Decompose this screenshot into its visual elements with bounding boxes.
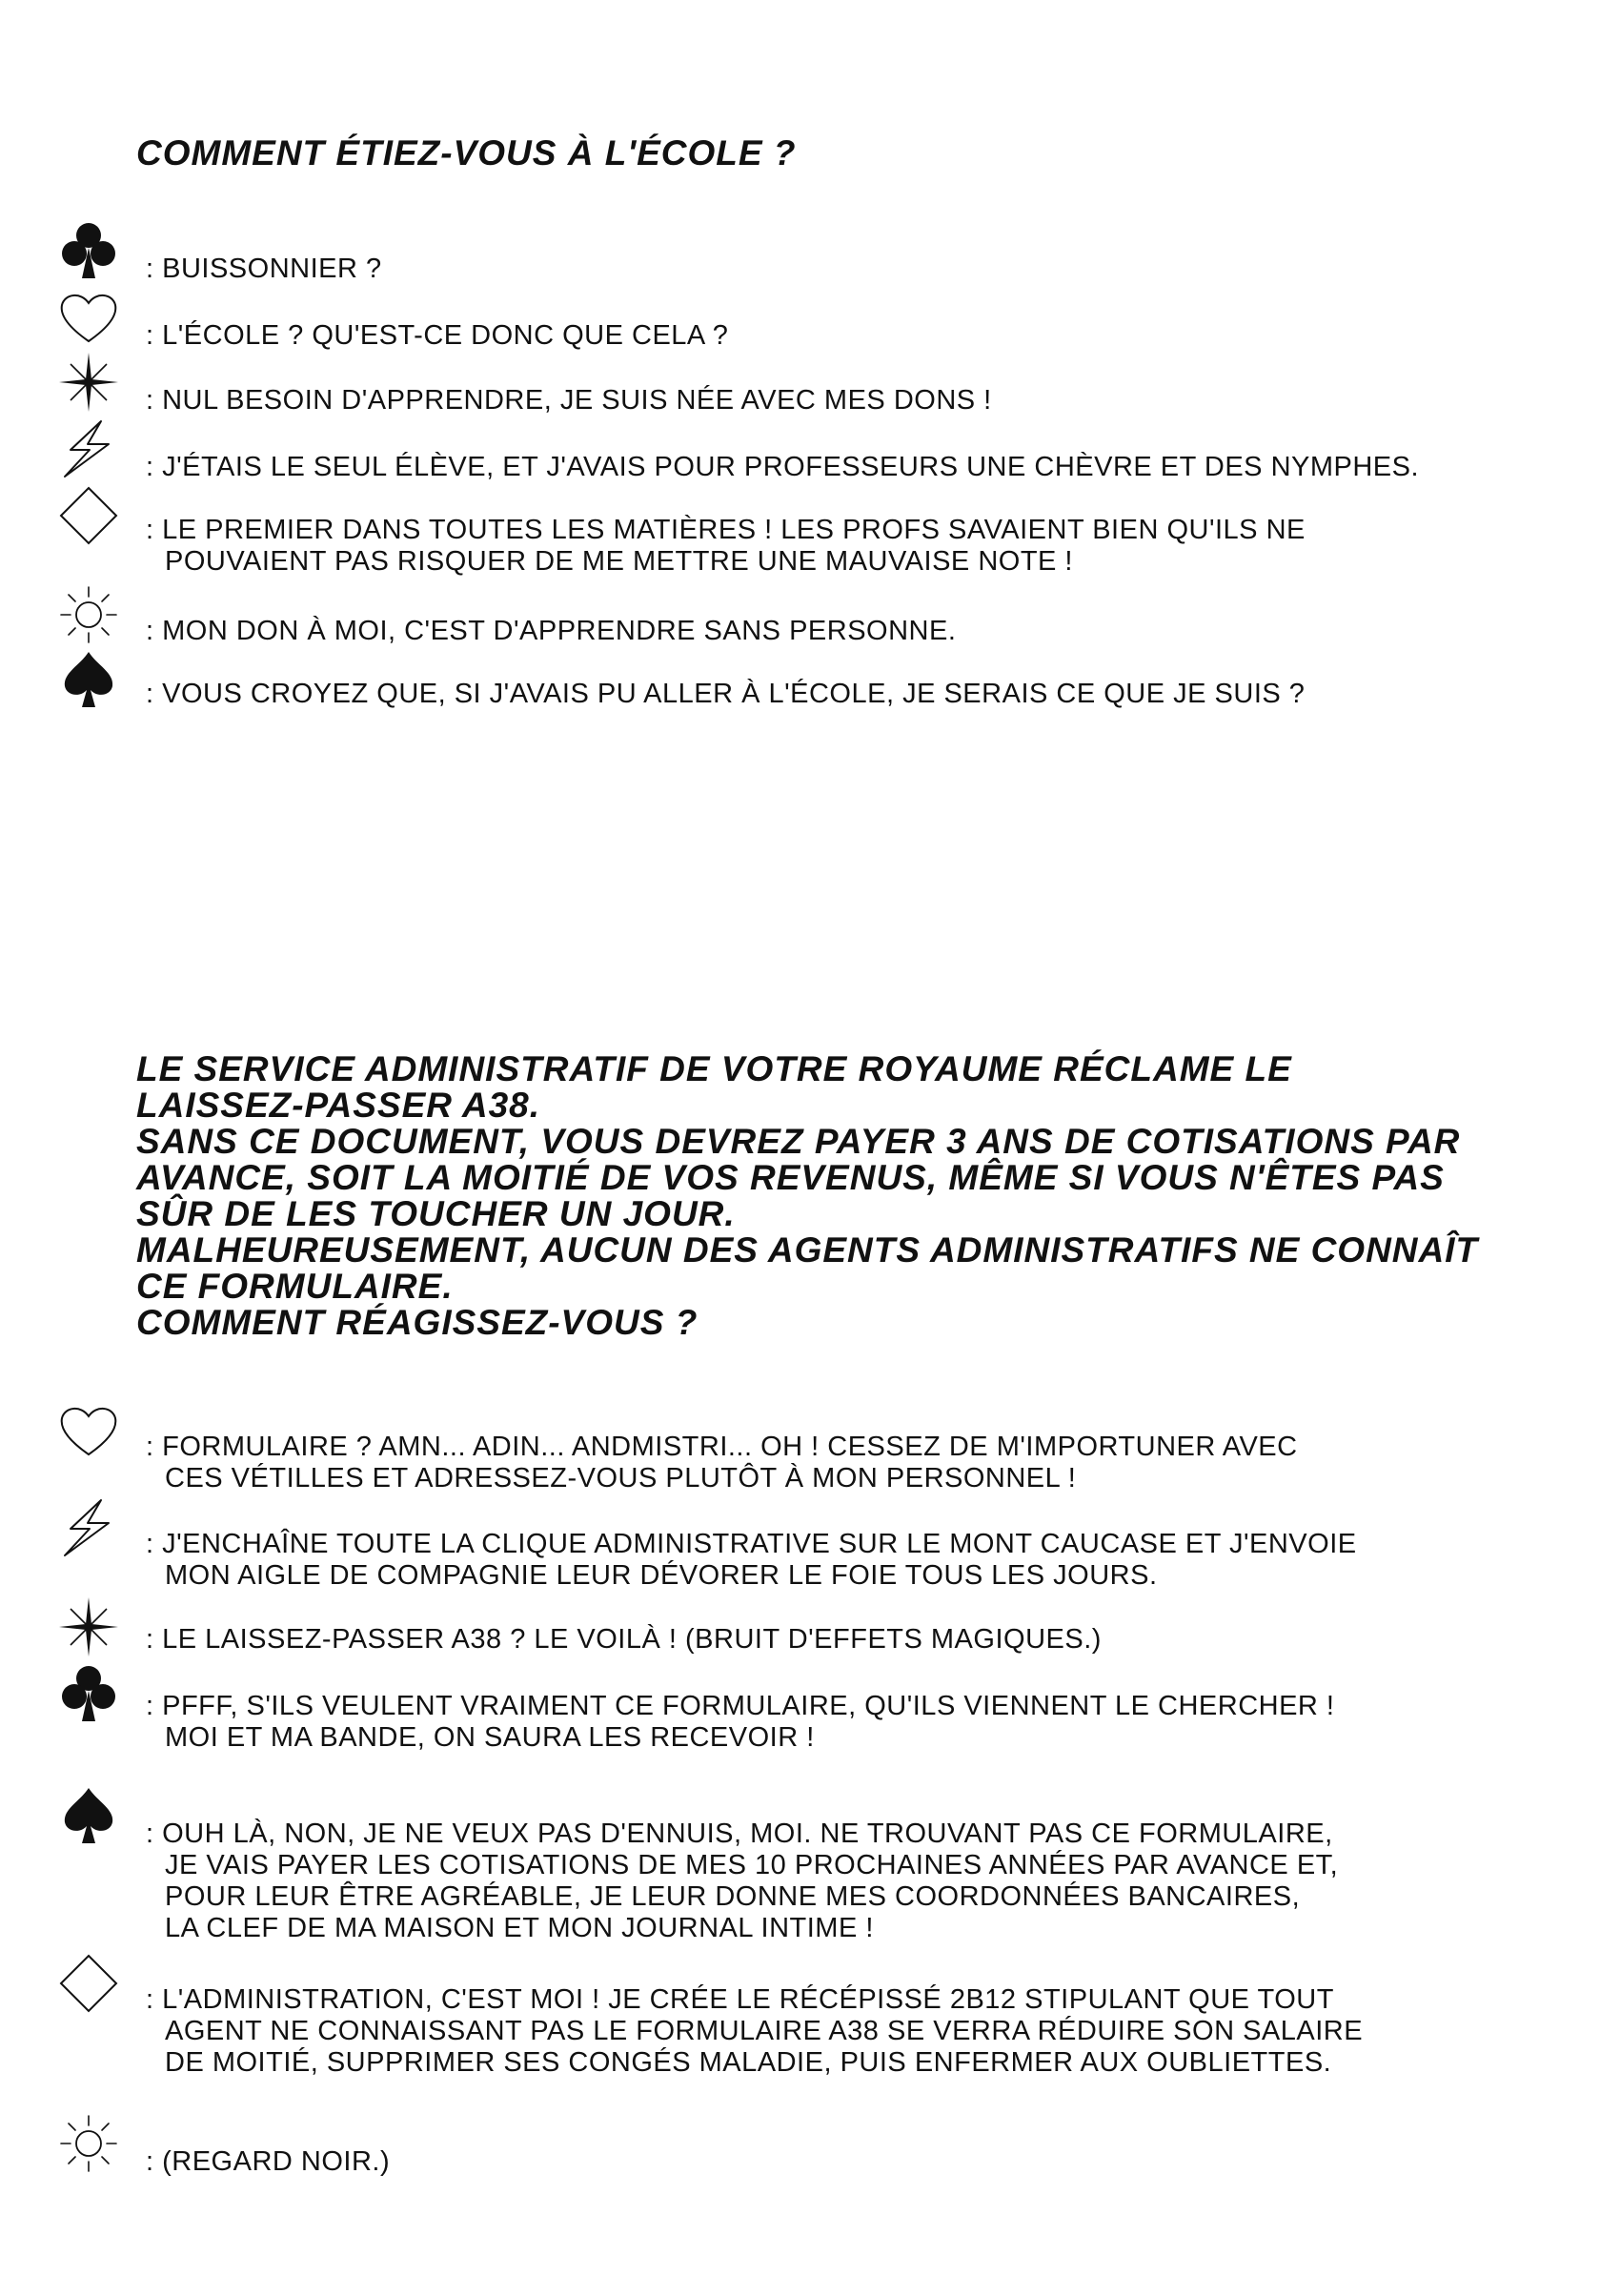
answer-text: : L'ÉCOLE ? QU'EST-CE DONC QUE CELA ? — [146, 320, 729, 351]
answer-text: : BUISSONNIER ? — [146, 254, 382, 284]
heart-icon — [57, 1399, 120, 1462]
star-icon — [57, 1595, 120, 1658]
answer-row — [0, 484, 1620, 577]
answer-text: : L'ADMINISTRATION, C'EST MOI ! JE CRÉE LE RÉCÉPISSÉ 2B12 STIPULANT QUE TOUT AGENT NE CONNAISSANT PAS LE FORMULAIRE A38 SE VERRA RÉDUIRE SON SALAIRE DE MOITIÉ, SUPPRIMER SES CONGÉS MALADIE, PUIS ENFERMER AUX OUBLIETTES. — [146, 1984, 1364, 2078]
answer-row — [0, 1496, 1620, 1591]
answer-text: : J'ENCHAÎNE TOUTE LA CLIQUE ADMINISTRATIVE SUR LE MONT CAUCASE ET J'ENVOIE MON AIGLE DE COMPAGNIE LEUR DÉVORER LE FOIE TOUS LES JOURS. — [146, 1529, 1357, 1591]
answer-row — [0, 219, 1620, 284]
answer-text: : LE PREMIER DANS TOUTES LES MATIÈRES ! LES PROFS SAVAIENT BIEN QU'ILS NE POUVAIENT PAS RISQUER DE ME METTRE UNE MAUVAISE NOTE ! — [146, 515, 1306, 577]
answer-text: : (REGARD NOIR.) — [146, 2146, 391, 2177]
lightning-icon — [57, 417, 120, 480]
answer-row — [0, 1399, 1620, 1493]
answer-text: : FORMULAIRE ? AMN... ADIN... ANDMISTRI... OH ! CESSEZ DE M'IMPORTUNER AVEC CES VÉTILLES ET ADRESSEZ-VOUS PLUTÔT À MON PERSONNEL ! — [146, 1432, 1298, 1493]
answer-text: : MON DON À MOI, C'EST D'APPRENDRE SANS PERSONNE. — [146, 616, 957, 646]
answer-text: : NUL BESOIN D'APPRENDRE, JE SUIS NÉE AVEC MES DONS ! — [146, 385, 992, 416]
answer-row — [0, 1662, 1620, 1753]
answer-text: : PFFF, S'ILS VEULENT VRAIMENT CE FORMULAIRE, QU'ILS VIENNENT LE CHERCHER ! MOI ET MA BANDE, ON SAURA LES RECEVOIR ! — [146, 1691, 1335, 1753]
club-icon — [57, 219, 120, 282]
sun-icon — [57, 583, 120, 646]
spade-icon — [57, 648, 120, 711]
answer-text: : OUH LÀ, NON, JE NE VEUX PAS D'ENNUIS, MOI. NE TROUVANT PAS CE FORMULAIRE, JE VAIS PAYER LES COTISATIONS DE MES 10 PROCHAINES ANNÉES PAR AVANCE ET, POUR LEUR ÊTRE AGRÉABLE, JE LEUR DONNE MES COORDONNÉES BANCAIRES, LA CLEF DE MA MAISON ET MON JOURNAL INTIME ! — [146, 1819, 1339, 1943]
club-icon — [57, 1662, 120, 1725]
answer-row — [0, 417, 1620, 482]
answer-text: : VOUS CROYEZ QUE, SI J'AVAIS PU ALLER À L'ÉCOLE, JE SERAIS CE QUE JE SUIS ? — [146, 679, 1306, 709]
answer-row — [0, 583, 1620, 646]
question-school: COMMENT ÉTIEZ-VOUS À L'ÉCOLE ? — [136, 133, 797, 173]
diamond-icon — [57, 1952, 120, 2015]
answer-row — [0, 1952, 1620, 2078]
heart-icon — [57, 286, 120, 349]
question-administration: LE SERVICE ADMINISTRATIF DE VOTRE ROYAUME RÉCLAME LE LAISSEZ-PASSER A38. SANS CE DOCUMENT, VOUS DEVREZ PAYER 3 ANS DE COTISATIONS PAR AVANCE, SOIT LA MOITIÉ DE VOS REVENUS, MÊME SI VOUS N'ÊTES PAS SÛR DE LES TOUCHER UN JOUR. MALHEUREUSEMENT, AUCUN DES AGENTS ADMINISTRATIFS NE CONNAÎT CE FORMULAIRE. COMMENT RÉAGISSEZ-VOUS ? — [136, 1049, 1479, 1342]
diamond-icon — [57, 484, 120, 547]
answer-row — [0, 286, 1620, 351]
lightning-icon — [57, 1496, 120, 1559]
answer-row — [0, 1595, 1620, 1653]
star-icon — [57, 351, 120, 414]
spade-icon — [57, 1784, 120, 1847]
answer-text: : J'ÉTAIS LE SEUL ÉLÈVE, ET J'AVAIS POUR PROFESSEURS UNE CHÈVRE ET DES NYMPHES. — [146, 452, 1420, 482]
answer-row — [0, 351, 1620, 416]
answer-text: : LE LAISSEZ-PASSER A38 ? LE VOILÀ ! (BRUIT D'EFFETS MAGIQUES.) — [146, 1624, 1102, 1655]
answer-row — [0, 648, 1620, 709]
answer-row — [0, 1784, 1620, 1943]
sun-icon — [57, 2112, 120, 2175]
answer-row — [0, 2112, 1620, 2177]
